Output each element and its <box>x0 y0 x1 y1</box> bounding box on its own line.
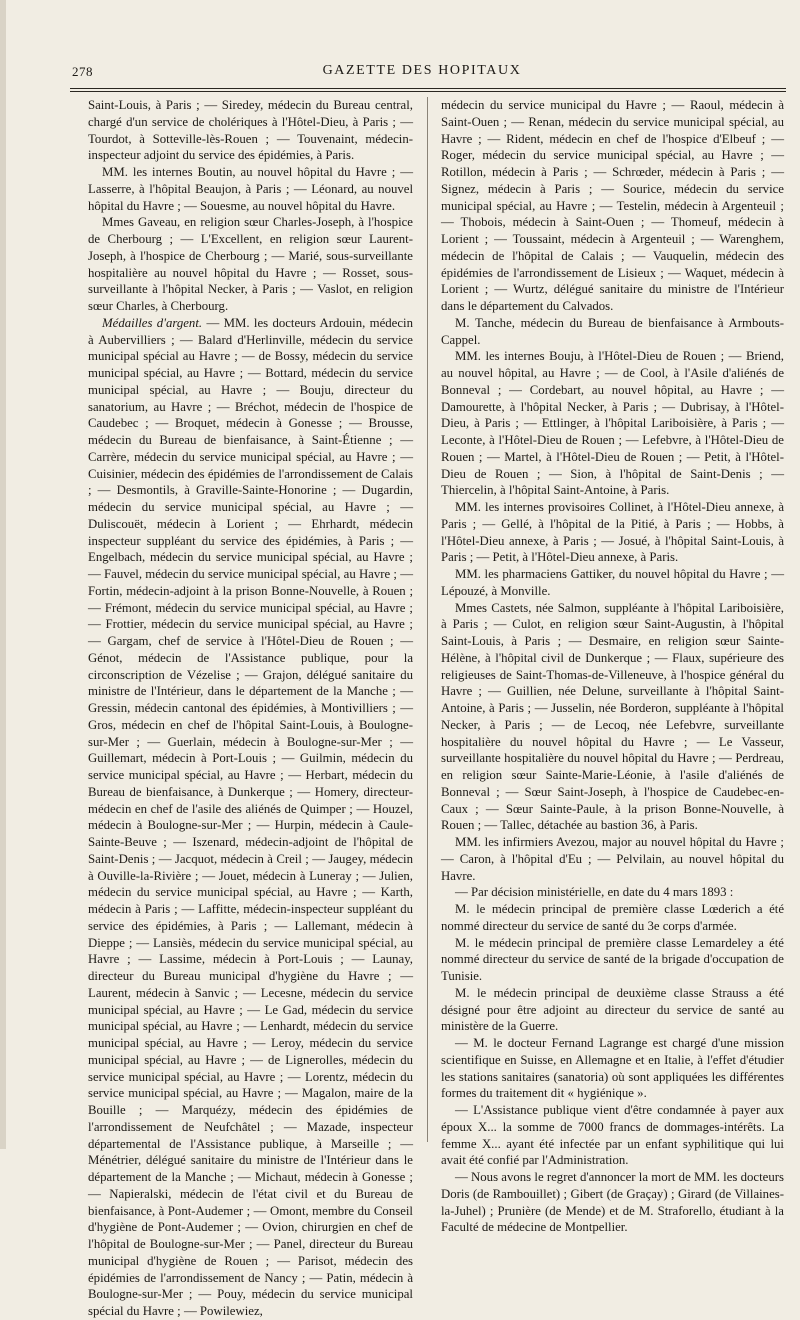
paragraph <box>441 315 784 349</box>
paragraph-text: — MM. les docteurs Ardouin, médecin à Aubervilliers ; — Balard d'Herlinville, médecin du service municipal spécial au Havre ; — de Bossy, médecin du service municipal spécial, au Havre ; — Bottard, médecin du service municipal spécial, au Havre ; — Bouju, directeur du sanatorium, au Havre ; — Bréchot, médecin de l'hospice de Caudebec ; — Broquet, médecin à Gonesse ; — Brousse, médecin du Bureau de bienfaisance, à Saint-Étienne ; — Carrère, médecin du service municipal spécial, au Havre ; — Cuisinier, médecin des épidémies de l'arrondissement de Calais ; — Desmontils, à Graville-Sainte-Honorine ; — Dugardin, médecin du service municipal spécial, au Havre ; — Duliscouët, médecin à Lorient ; — Ehrhardt, médecin inspecteur suppléant du service des épidémies, à Paris ; — Engelbach, médecin du service municipal spécial, au Havre ; — Fauvel, médecin du service municipal spécial, au Havre ; — Fortin, médecin-adjoint à la prison Bonne-Nouvelle, à Rouen ; — Frémont, médecin du service municipal spécial, au Havre ; — Frottier, médecin du service municipal spécial, au Havre ; — Gargam, chef de service à l'Hôtel-Dieu de Rouen ; — Génot, médecin de l'Assistance publique, pour la circonscription de Vézelise ; — Grajon, délégué sanitaire du ministre de l'Intérieur, dans le département de la Manche ; — Gressin, médecin cantonal des épidémies, à Montivilliers ; — Gros, médecin en chef de l'hôpital Saint-Louis, à Boulogne-sur-Mer ; — Guerlain, médecin à Boulogne-sur-Mer ; — Guillemart, médecin à Port-Louis ; — Guilmin, médecin du service municipal spécial, au Havre ; — Herbart, médecin du Bureau de bienfaisance, à Dunkerque ; — Homery, directeur-médecin en chef de l'asile des aliénés de Quimper ; — Houzel, médecin à Boulogne-sur-Mer ; — Hurpin, médecin à Caule-Sainte-Beuve ; — Iszenard, médecin-adjoint de l'hôpital de Saint-Denis ; — Jacquot, médecin à Creil ; — Jaugey, médecin à Ouville-la-Rivière ; — Jouet, médecin à Luneray ; — Julien, médecin du service municipal spécial, au Havre ; — Karth, médecin à Paris ; — Laffitte, médecin-inspecteur suppléant du service des épidémies, à Paris ; — Lallemant, médecin à Dieppe ; — Lansiès, médecin du service municipal spécial, au Havre ; — Lassime, médecin à Port-Louis ; — Launay, directeur du Bureau municipal d'hygiène du Havre ; — Laurent, médecin à Sanvic ; — Lecesne, médecin du service municipal spécial, au Havre ; — Le Gad, médecin du service municipal spécial, au Havre ; — Lenhardt, médecin du service municipal spécial, au Havre ; — Leroy, médecin du service municipal spécial, au Havre ; — de Lignerolles, médecin du service municipal spécial, au Havre ; — Lorentz, médecin du service municipal spécial, au Havre ; — Magalon, maire de la Bouille ; — Marquézy, médecin des épidémies de l'arrondissement de Neufchâtel ; — Mazade, inspecteur départemental de l'Assistance publique, à Marseille ; — Ménétrier, délégué sanitaire du ministre de l'Intérieur dans le département de la Manche ; — Michaut, médecin à Gonesse ; — Napieralski, médecin de l'état civil et du Bureau de bienfaisance, à Pont-Audemer ; — Omont, membre du Conseil d'hygiène de Pont-Audemer ; — Ovion, chirurgien en chef de l'hôpital de Boulogne-sur-Mer ; — Panel, directeur du Bureau municipal d'hygiène de Rouen ; — Parisot, médecin des épidémies de l'arrondissement de Nancy ; — Patin, médecin à Boulogne-sur-Mer ; — Pouy, médecin du service municipal spécial du Havre ; — Powilewiez, <box>88 315 413 1318</box>
paragraph-text: médecin du service municipal du Havre ; — Raoul, médecin à Saint-Ouen ; — Renan, médecin du service municipal spécial, au Havre ; — Rident, médecin en chef de l'hospice d'Elbeuf ; — Roger, médecin du service municipal spécial, au Havre ; — Rotillon, médecin à Paris ; — Schrœder, médecin à Paris ; — Signez, médecin à Paris ; — Sourice, médecin du service municipal spécial, au Havre ; — Testelin, médecin à Argenteuil ; — Thobois, médecin à Saint-Ouen ; — Thomeuf, médecin à Lorient ; — Toussaint, médecin à Argenteuil ; — Warenghem, médecin de l'hôpital de Calais ; — Vauquelin, médecin des épidémies de l'arrondissement de Lisieux ; — Waquet, médecin à Lorient ; — Wurtz, délégué sanitaire du ministre de l'Intérieur dans le département du Calvados. <box>441 98 784 313</box>
header-rule-thin <box>70 91 786 92</box>
header-rule <box>70 88 786 89</box>
paragraph-text: MM. les internes Bouju, à l'Hôtel-Dieu de Rouen ; — Briend, au nouvel hôpital, au Havre ; — de Cool, à l'Asile d'aliénés de Bonneval ; — Cordebart, au nouvel hôpital, au Havre ; — Damourette, à l'hôpital Necker, à Paris ; — Dubrisay, à l'Hôtel-Dieu, à Paris ; — Ettlinger, à l'hôpital Lariboisière, à Paris ; — Leconte, à l'Hôtel-Dieu de Rouen ; — Lefebvre, à l'Hôtel-Dieu de Rouen ; — Martel, à l'Hôtel-Dieu de Rouen ; — Petit, à l'Hôtel-Dieu de Rouen ; — Sion, à l'hôpital de Saint-Denis ; — Thiercelin, à l'hôpital Saint-Antoine, à Paris. <box>441 349 784 498</box>
paragraph-text: — M. le docteur Fernand Lagrange est chargé d'une mission scientifique en Suisse, en Allemagne et en Italie, à l'effet d'étudier les stations sanitaires (sanatoria) où sont appliquées les différentes formes du traitement dit « hygiénique ». <box>441 1036 784 1101</box>
paragraph-text: M. le médecin principal de deuxième classe Strauss a été désigné pour être adjoint au directeur du service de santé au ministère de la Guerre. <box>441 985 784 1034</box>
page-number: 278 <box>72 64 93 79</box>
column-divider <box>427 97 428 1142</box>
paragraph <box>441 884 784 901</box>
paragraph-text: — Nous avons le regret d'annoncer la mort de MM. les docteurs Doris (de Rambouillet) ; Gibert (de Graçay) ; Girard (de Villaines-la-Juhel) ; Prunière (de Mende) et de M. Straforello, étudiant à la Faculté de médecine de Montpellier. <box>441 1170 784 1235</box>
paragraph-text: Mmes Gaveau, en religion sœur Charles-Joseph, à l'hospice de Cherbourg ; — L'Excellent, en religion sœur Laurent-Joseph, à l'hospice de Cherbourg ; — Marié, sous-surveillante hospitalière au nouvel hôpital du Havre ; — Rosset, sous-surveillante à l'hôpital Necker, à Paris ; — Vaslot, en religion sœur Charles, à Cherbourg. <box>88 215 413 313</box>
paragraph-text: Mmes Castets, née Salmon, suppléante à l'hôpital Lariboisière, à Paris ; — Culot, en religion sœur Saint-Augustin, à l'hôpital Saint-Louis, à Paris ; — Desmaire, en religion sœur Sainte-Hélène, à l'hôpital civil de Dunkerque ; — Flaux, supérieure des religieuses de Saint-Thomas-de-Villeneuve, à l'hospice général du Havre ; — Guillien, née Delune, surveillante à l'hôpital Saint-Antoine, à Paris ; — Jusselin, née Borderon, suppléante à l'hôpital Necker, à Paris ; — de Lecoq, née Lefebvre, surveillante hospitalière du nouvel hôpital du Havre ; — Le Vasseur, surveillante hospitalière du nouvel hôpital du Havre ; — Perdreau, en religion sœur Sainte-Marie-Léonie, à l'asile d'aliénés de Bonneval ; — Sœur Saint-Joseph, à l'hospice de Caudebec-en-Caux ; — Sœur Sainte-Paule, à la prison Bonne-Nouvelle, à Rouen ; — Tallec, détachée au bastion 36, à Paris. <box>441 600 784 833</box>
paragraph-text: MM. les internes provisoires Collinet, à l'Hôtel-Dieu annexe, à Paris ; — Gellé, à l'hôpital de la Pitié, à Paris ; — Hobbs, à l'Hôtel-Dieu annexe, à Paris ; — Josué, à l'hôpital Saint-Louis, à Paris ; — Petit, à l'Hôtel-Dieu annexe, à Paris. <box>441 500 784 565</box>
paragraph <box>441 901 784 935</box>
page-header <box>58 56 786 88</box>
paragraph-text: MM. les infirmiers Avezou, major au nouvel hôpital du Havre ; — Caron, à l'hôpital d'Eu ; — Pelvilain, au nouvel hôpital du Havre. <box>441 835 784 883</box>
paragraph <box>441 1169 784 1236</box>
paragraph <box>441 1035 784 1102</box>
paragraph <box>88 164 413 214</box>
paragraph <box>441 566 784 600</box>
page-binding-edge <box>0 0 6 1149</box>
section-heading: Médailles d'argent. <box>102 315 203 330</box>
paragraph <box>441 348 784 499</box>
paragraph <box>441 834 784 884</box>
paragraph <box>88 214 413 315</box>
left-column <box>88 97 413 1318</box>
paragraph-text: Saint-Louis, à Paris ; — Siredey, médecin du Bureau central, chargé d'un service de cholériques à l'Hôtel-Dieu, à Paris ; — Tourdot, à Sotteville-lès-Rouen ; — Touvenaint, médecin-inspecteur adjoint du service des épidémies, à Paris. <box>88 98 413 163</box>
paragraph-text: — Par décision ministérielle, en date du 4 mars 1893 : <box>455 885 734 900</box>
paragraph-text: MM. les internes Boutin, au nouvel hôpital du Havre ; — Lasserre, à l'hôpital Beaujon, à Paris ; — Léonard, au nouvel hôpital du Havre ; — Souesme, au nouvel hôpital du Havre. <box>88 165 413 213</box>
paragraph <box>441 935 784 985</box>
paragraph <box>441 97 784 315</box>
running-title: GAZETTE DES HOPITAUX <box>322 63 522 78</box>
right-column <box>441 97 784 1235</box>
paragraph-text: M. le médecin principal de première classe Lœderich a été nommé directeur du service de santé du 3e corps d'armée. <box>441 902 784 933</box>
paragraph <box>441 600 784 835</box>
paragraph-text: M. Tanche, médecin du Bureau de bienfaisance à Armbouts-Cappel. <box>441 315 784 347</box>
paragraph <box>441 985 784 1035</box>
paragraph-text: M. le médecin principal de première classe Lemardeley a été nommé directeur du service de santé de la brigade d'occupation de Tunisie. <box>441 935 784 983</box>
paragraph <box>88 315 413 1320</box>
paragraph <box>441 1102 784 1169</box>
paragraph <box>441 499 784 566</box>
paragraph-text: — L'Assistance publique vient d'être condamnée à payer aux époux X... la somme de 7000 francs de dommages-intérêts. La femme X... ayant été infectée par un enfant syphilitique qui lui avait été confié par l'Administration. <box>441 1103 784 1168</box>
paragraph <box>88 97 413 164</box>
paragraph-text: MM. les pharmaciens Gattiker, du nouvel hôpital du Havre ; — Lépouzé, à Monville. <box>441 567 784 598</box>
